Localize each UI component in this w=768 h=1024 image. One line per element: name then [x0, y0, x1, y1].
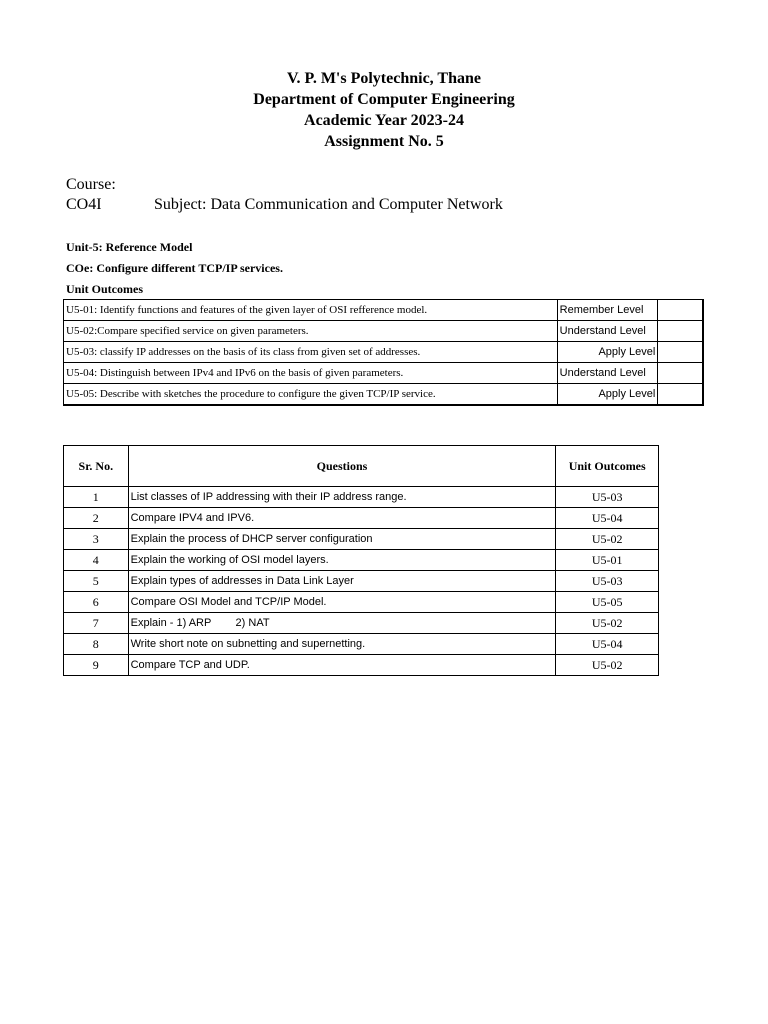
outcome-blank-cell: [658, 342, 703, 363]
question-text: Compare IPV4 and IPV6.: [128, 508, 556, 529]
question-row: [64, 655, 659, 676]
question-text: Explain types of addresses in Data Link Layer: [128, 571, 556, 592]
questions-header-row: [64, 446, 659, 487]
question-row: [64, 529, 659, 550]
question-unit-outcome: U5-04: [556, 634, 659, 655]
question-sr-no: 3: [64, 529, 129, 550]
course-label: Course:: [66, 176, 116, 193]
document-header: [0, 68, 768, 152]
unit-outcomes-table: [63, 299, 704, 406]
question-sr-no: 8: [64, 634, 129, 655]
question-sr-no: 7: [64, 613, 129, 634]
outcome-level: Understand Level: [557, 363, 658, 384]
question-text: Write short note on subnetting and supernetting.: [128, 634, 556, 655]
outcome-row: [64, 300, 704, 321]
question-sr-no: 2: [64, 508, 129, 529]
question-unit-outcome: U5-03: [556, 487, 659, 508]
question-text: Explain the working of OSI model layers.: [128, 550, 556, 571]
question-sr-no: 1: [64, 487, 129, 508]
course-outcome: COe: Configure different TCP/IP services.: [66, 261, 283, 275]
question-unit-outcome: U5-02: [556, 655, 659, 676]
question-text: Compare TCP and UDP.: [128, 655, 556, 676]
outcome-level: Apply Level: [557, 384, 658, 406]
outcome-row: [64, 363, 704, 384]
unit-title: Unit-5: Reference Model: [66, 240, 193, 254]
outcome-description: U5-05: Describe with sketches the procedure to configure the given TCP/IP service.: [64, 384, 558, 406]
question-unit-outcome: U5-02: [556, 529, 659, 550]
question-unit-outcome: U5-03: [556, 571, 659, 592]
question-row: [64, 613, 659, 634]
question-text: Explain the process of DHCP server configuration: [128, 529, 556, 550]
outcome-blank-cell: [658, 321, 703, 342]
outcome-level: Remember Level: [557, 300, 658, 321]
subject-name: Subject: Data Communication and Computer Network: [154, 196, 503, 213]
question-row: [64, 550, 659, 571]
question-text: List classes of IP addressing with their IP address range.: [128, 487, 556, 508]
header-sr-no: Sr. No.: [64, 446, 129, 487]
question-unit-outcome: U5-01: [556, 550, 659, 571]
outcome-description: U5-02:Compare specified service on given parameters.: [64, 321, 558, 342]
questions-table: [63, 445, 659, 676]
question-row: [64, 571, 659, 592]
assignment-title: Assignment No. 5: [324, 133, 444, 150]
header-questions: Questions: [128, 446, 556, 487]
unit-outcomes-heading: Unit Outcomes: [66, 282, 143, 296]
question-row: [64, 487, 659, 508]
question-sr-no: 4: [64, 550, 129, 571]
question-row: [64, 508, 659, 529]
outcome-row: [64, 384, 704, 406]
outcome-blank-cell: [658, 363, 703, 384]
question-sr-no: 5: [64, 571, 129, 592]
outcome-row: [64, 342, 704, 363]
question-text: Compare OSI Model and TCP/IP Model.: [128, 592, 556, 613]
question-unit-outcome: U5-05: [556, 592, 659, 613]
outcome-row: [64, 321, 704, 342]
course-code: CO4I: [66, 196, 102, 213]
outcome-description: U5-03: classify IP addresses on the basis of its class from given set of addresses.: [64, 342, 558, 363]
header-unit-outcomes: Unit Outcomes: [556, 446, 659, 487]
department-name: Department of Computer Engineering: [253, 91, 515, 108]
question-text: Explain - 1) ARP 2) NAT: [128, 613, 556, 634]
outcome-level: Understand Level: [557, 321, 658, 342]
question-sr-no: 9: [64, 655, 129, 676]
academic-year: Academic Year 2023-24: [304, 112, 464, 129]
outcome-description: U5-04: Distinguish between IPv4 and IPv6 on the basis of given parameters.: [64, 363, 558, 384]
question-unit-outcome: U5-02: [556, 613, 659, 634]
question-unit-outcome: U5-04: [556, 508, 659, 529]
outcome-level: Apply Level: [557, 342, 658, 363]
outcome-blank-cell: [658, 384, 703, 406]
outcome-blank-cell: [658, 300, 703, 321]
question-row: [64, 634, 659, 655]
institute-name: V. P. M's Polytechnic, Thane: [287, 70, 481, 87]
question-sr-no: 6: [64, 592, 129, 613]
outcome-description: U5-01: Identify functions and features of the given layer of OSI refference model.: [64, 300, 558, 321]
question-row: [64, 592, 659, 613]
